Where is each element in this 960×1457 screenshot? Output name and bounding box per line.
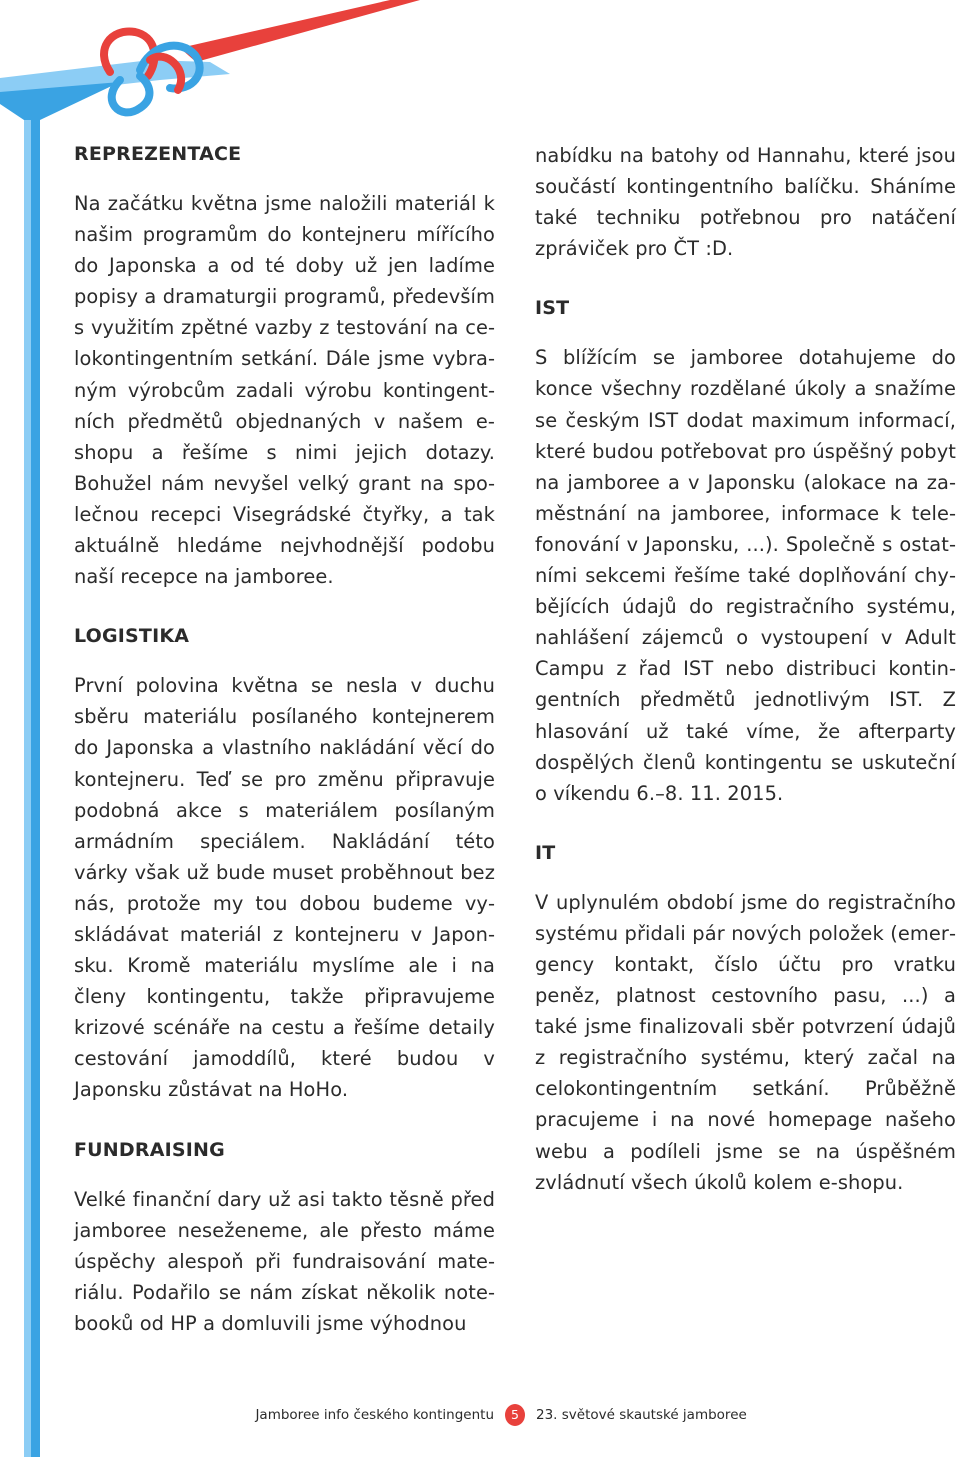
body-paragraph: V uplynulém období jsme do registračního systému přidali pár nových položek (emergency kontakt, číslo účtu pro vratku peněz, platnost cestovního pasu, ...) a také jsme finalizovali sběr potvrzení údajů z registračního systému, který začal na celokontingentním setkání. Průběžně pracujeme i na nové homepage našeho webu a podíleli jsme se na úspěšném zvládnutí všech úkolů kolem e-shopu. bbox=[535, 890, 956, 1194]
right-column bbox=[535, 140, 956, 1226]
body-paragraph: S blížícím se jamboree dotahujeme do konce všechny rozdělané úkoly a snažíme se českým IST dodat maximum informací, které budou potřebovat pro úspěšný pobyt na jamboree a v Japonsku (alokace na zaměstnání na jamboree, informace k telefonování v Japonsku, ...). Společně s ostatními sekcemi řešíme také doplňování chybějících údajů do registračního systému, nahlášení zájemců o vystoupení v Adult Campu z řad IST nebo distribuci kontingentních předmětů jednotlivým IST. Z hlasování už také víme, že afterparty dospělých členů kontingentu se uskuteční o víkendu 6.–8. 11. 2015. bbox=[535, 346, 956, 805]
body-paragraph: nabídku na batohy od Hannahu, které jsou součástí kontingentního balíčku. Sháníme také techniku potřebnou pro natáčení zpráviček pro ČT :D. bbox=[535, 144, 956, 261]
page-number-badge: 5 bbox=[505, 1404, 525, 1426]
body-paragraph: Na začátku května jsme naložili materiál k našim programům do kontejneru mířícího do Japonska a od té doby už jen ladíme popisy a dramaturgii programů, především s využitím zpětné vazby z testování na celokontingentním setkání. Dále jsme vybraným výrobcům zadali výrobu kontingentních předmětů objednaných v našem e-shopu a řešíme s nimi jejich dotazy. Bohužel nám nevyšel velký grant na společnou recepci Visegrádské čtyřky, a tak aktuálně hledáme nejvhodnější podobu naší recepce na jamboree. bbox=[74, 192, 495, 589]
section-heading: LOGISTIKA bbox=[74, 625, 190, 648]
body-paragraph: Velké finanční dary už asi takto těsně před jamboree neseženeme, ale přesto máme úspěchy alespoň při fundraisování materiálu. Podařilo se nám získat několik notebooků od HP a domluvili jsme výhodnou bbox=[74, 1187, 495, 1335]
footer-event-title: 23. světové skautské jamboree bbox=[536, 1407, 747, 1423]
section-heading: IT bbox=[535, 841, 556, 864]
body-paragraph: První polovina května se nesla v duchu sběru materiálu posílaného kontejnerem do Japonska a vlastního nakládání věcí do kontejneru. Teď se pro změnu připravuje podobná akce s materiálem posílaným armádním speciálem. Nakládání této várky však už bude muset proběhnout bez nás, protože my tou dobou budeme vyskládávat materiál z kontejneru v Japonsku. Kromě materiálu myslíme ale i na členy kontingentu, takže připravujeme krizové scénáře na cestu a řešíme detaily cestování jamoddílů, které budou v Japonsku zůstávat na HoHo. bbox=[74, 674, 495, 1102]
section-heading: REPREZENTACE bbox=[74, 143, 242, 165]
diagonal-ribbon-red bbox=[180, 0, 420, 62]
left-column bbox=[74, 138, 495, 1367]
footer-publication-title: Jamboree info českého kontingentu bbox=[255, 1407, 494, 1423]
vertical-ribbon-shade bbox=[24, 115, 31, 1457]
section-heading: IST bbox=[535, 297, 570, 320]
page-footer bbox=[0, 1402, 960, 1430]
section-heading: FUNDRAISING bbox=[74, 1138, 225, 1161]
